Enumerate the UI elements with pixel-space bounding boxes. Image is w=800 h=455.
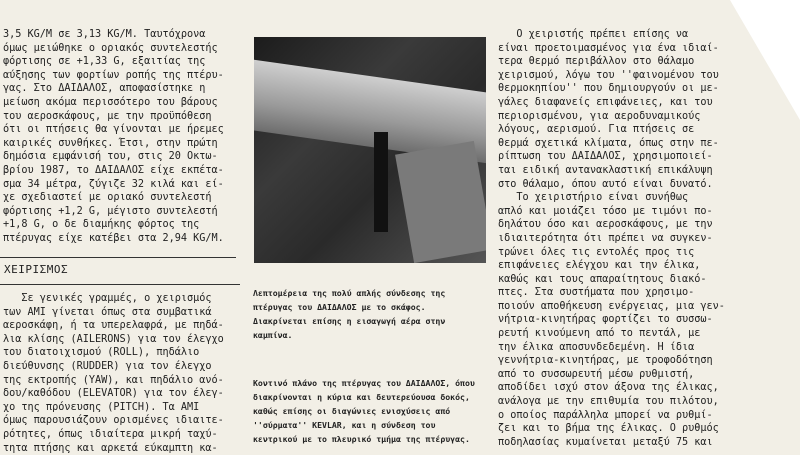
text-line: στο θάλαμο, όπου αυτό είναι δυνατό. xyxy=(498,178,713,190)
section-divider-top xyxy=(0,257,236,258)
text-line: ιδιαιτερότητα ότι πρέπει να συγκεν- xyxy=(498,232,713,244)
text-line: +1,8 G, ο δε διαμήκης φόρτος της xyxy=(3,219,200,231)
text-line: ποιούν αποθήκευση ενέργειας, μια γεν- xyxy=(498,300,725,312)
text-line: ρότητες, όπως ιδιαίτερα μικρή ταχύ- xyxy=(3,428,218,440)
spar-rod xyxy=(374,132,388,232)
text-line: ανάλογα με την επιθυμία του πιλότου, xyxy=(498,396,719,408)
text-line: περιορισμένου, για αεροδυναμικούς xyxy=(498,110,701,122)
text-line: αεροσκάφη, ή τα υπερελαφρά, με πηδά- xyxy=(3,320,224,332)
right-column-text xyxy=(498,28,738,449)
text-line: διακρίνονται η κύρια και δευτερεύουσα δοκός, xyxy=(253,392,470,402)
text-line: αποδίδει ισχύ στον άξονα της έλικας, xyxy=(498,382,719,394)
text-line: επιφάνειες ελέγχου και την έλικα, xyxy=(498,260,701,272)
text-line: ται ειδική αντανακλαστική επικάλυψη xyxy=(498,164,713,176)
text-line: γας. Στο ΔΑΙΔΑΛΟΣ, αποφασίστηκε η xyxy=(3,83,206,95)
text-line: Σε γενικές γραμμές, ο χειρισμός xyxy=(3,293,212,304)
text-line: τερα θερμό περιβάλλον στο θάλαμο xyxy=(498,56,695,68)
text-line: θερμοκηπίου'' που δημιουργούν οι με- xyxy=(498,83,719,95)
wing-detail-photo xyxy=(254,37,486,263)
text-line: καιρικές συνθήκες. Έτσι, στην πρώτη xyxy=(3,137,218,149)
text-line: γάλες διαφανείς επιφάνειες, και του xyxy=(498,96,713,108)
text-line: καμπίνα. xyxy=(253,330,293,340)
text-line: απλό και μοιάζει τόσο με τιμόνι πο- xyxy=(498,205,713,217)
text-line: του διατοιχισμού (ROLL), πηδάλιο xyxy=(3,347,200,359)
section-divider-bottom xyxy=(0,284,240,285)
text-line: βρίου 1987, το ΔΑΙΔΑΛΟΣ είχε εκπέτα- xyxy=(3,164,224,176)
text-line: χο της πρόνευσης (PITCH). Τα ΑΜΙ xyxy=(3,401,200,413)
text-line: Το χειριστήριο είναι συνήθως xyxy=(498,192,689,204)
text-line: όμως παρουσιάζουν ορισμένες ιδιαιτε- xyxy=(3,415,224,427)
text-line: καθώς και τους απαραίτητους διακό- xyxy=(498,273,707,285)
torn-corner xyxy=(730,0,800,120)
photo-caption-1 xyxy=(253,286,445,342)
text-line: δου/καθόδου (ELEVATOR) για τον έλεγ- xyxy=(3,388,224,400)
text-line: 3,5 KG/M σε 3,13 KG/M. Ταυτόχρονα xyxy=(3,29,206,40)
text-line: Διακρίνεται επίσης η εισαγωγή αέρα στην xyxy=(253,316,446,326)
text-line: ρευτή κινούμενη από το πεντάλ, με xyxy=(498,328,701,340)
text-line: ''σύρματα'' KEVLAR, και η σύνδεση του xyxy=(253,420,436,430)
light-area xyxy=(395,141,486,263)
text-line: λόγους, αερισμού. Για πτήσεις σε xyxy=(498,124,695,136)
text-line: την έλικα αποσυνδεδεμένη. Η ίδια xyxy=(498,341,695,353)
text-line: του αεροσκάφους, με την προϋπόθεση xyxy=(3,110,212,122)
section-heading: ΧΕΙΡΙΣΜΟΣ xyxy=(4,263,69,276)
text-line: ότι οι πτήσεις θα γίνονται με ήρεμες xyxy=(3,124,224,136)
text-line: Λεπτομέρεια της πολύ απλής σύνδεσης της xyxy=(253,288,446,298)
text-line: χε σχεδιαστεί με οριακό συντελεστή xyxy=(3,192,212,204)
text-line: τητα πτήσης και αρκετά εύκαμπτη κα- xyxy=(3,442,218,454)
text-line: ο οποίος παράλληλα μπορεί να ρυθμί- xyxy=(498,409,713,421)
text-line: Ο χειριστής πρέπει επίσης να xyxy=(498,29,689,40)
text-line: πτέρυγας του ΔΑΙΔΑΛΟΣ με το σκάφος. xyxy=(253,302,426,312)
text-line: λια κλίσης (AILERONS) για τον έλεγχο xyxy=(3,333,224,345)
text-line: χειρισμού, λόγω του ''φαινομένου του xyxy=(498,69,719,81)
text-line: δηλάτου όσο και αεροσκάφους, με την xyxy=(498,219,713,231)
text-line: δημόσια εμφάνισή του, στις 20 Οκτω- xyxy=(3,151,218,163)
text-line: καθώς επίσης οι διαγώνιες ενισχύσεις από xyxy=(253,406,451,416)
text-line: ζει και το βήμα της έλικας. Ο ρυθμός xyxy=(498,423,719,435)
text-line: από το συσσωρευτή μέσω ρυθμιστή, xyxy=(498,368,695,380)
left-column-top-text xyxy=(3,28,243,246)
text-line: νήτρια-κινητήρας φορτίζει το συσσω- xyxy=(498,314,713,326)
text-line: είναι προετοιμασμένος για ένα ιδιαί- xyxy=(498,42,719,54)
text-line: γεννήτρια-κινητήρας, με τροφοδότηση xyxy=(498,355,713,367)
text-line: φόρτισης σε +1,33 G, εξαιτίας της xyxy=(3,56,206,68)
text-line: φόρτισης +1,2 G, μέγιστο συντελεστή xyxy=(3,205,218,217)
text-line: αύξησης των φορτίων ροπής της πτέρυ- xyxy=(3,69,224,81)
text-line: όμως μειώθηκε ο οριακός συντελεστής xyxy=(3,42,218,54)
text-line: πτες. Στα συστήματα που χρησιμο- xyxy=(498,287,695,299)
text-line: πτέρυγας είχε κατέβει στα 2,94 KG/M. xyxy=(3,232,224,244)
text-line: Κοντινό πλάνο της πτέρυγας του ΔΑΙΔΑΛΟΣ, όπου xyxy=(253,378,475,388)
text-line: των ΑΜΙ γίνεται όπως στα συμβατικά xyxy=(3,306,212,318)
text-line: ποδηλασίας κυμαίνεται μεταξύ 75 και xyxy=(498,436,713,448)
text-line: διεύθυνσης (RUDDER) για τον έλεγχο xyxy=(3,360,212,372)
text-line: ρίπτωση του ΔΑΙΔΑΛΟΣ, χρησιμοποιεί- xyxy=(498,151,713,163)
text-line: τρώνει όλες τις εντολές προς τις xyxy=(498,246,695,258)
text-line: κεντρικού με το πλευρικό τμήμα της πτέρυγας. xyxy=(253,434,470,444)
photo-caption-2 xyxy=(253,376,475,446)
text-line: μείωση ακόμα περισσότερο του βάρους xyxy=(3,96,218,108)
text-line: σμα 34 μέτρα, ζύγιζε 32 κιλά και εί- xyxy=(3,178,224,190)
text-line: θερμά σχετικά κλίματα, όπως στην πε- xyxy=(498,137,719,149)
text-line: της εκτροπής (YAW), και πηδάλιο ανό- xyxy=(3,374,224,386)
left-column-bottom-text xyxy=(3,292,243,455)
